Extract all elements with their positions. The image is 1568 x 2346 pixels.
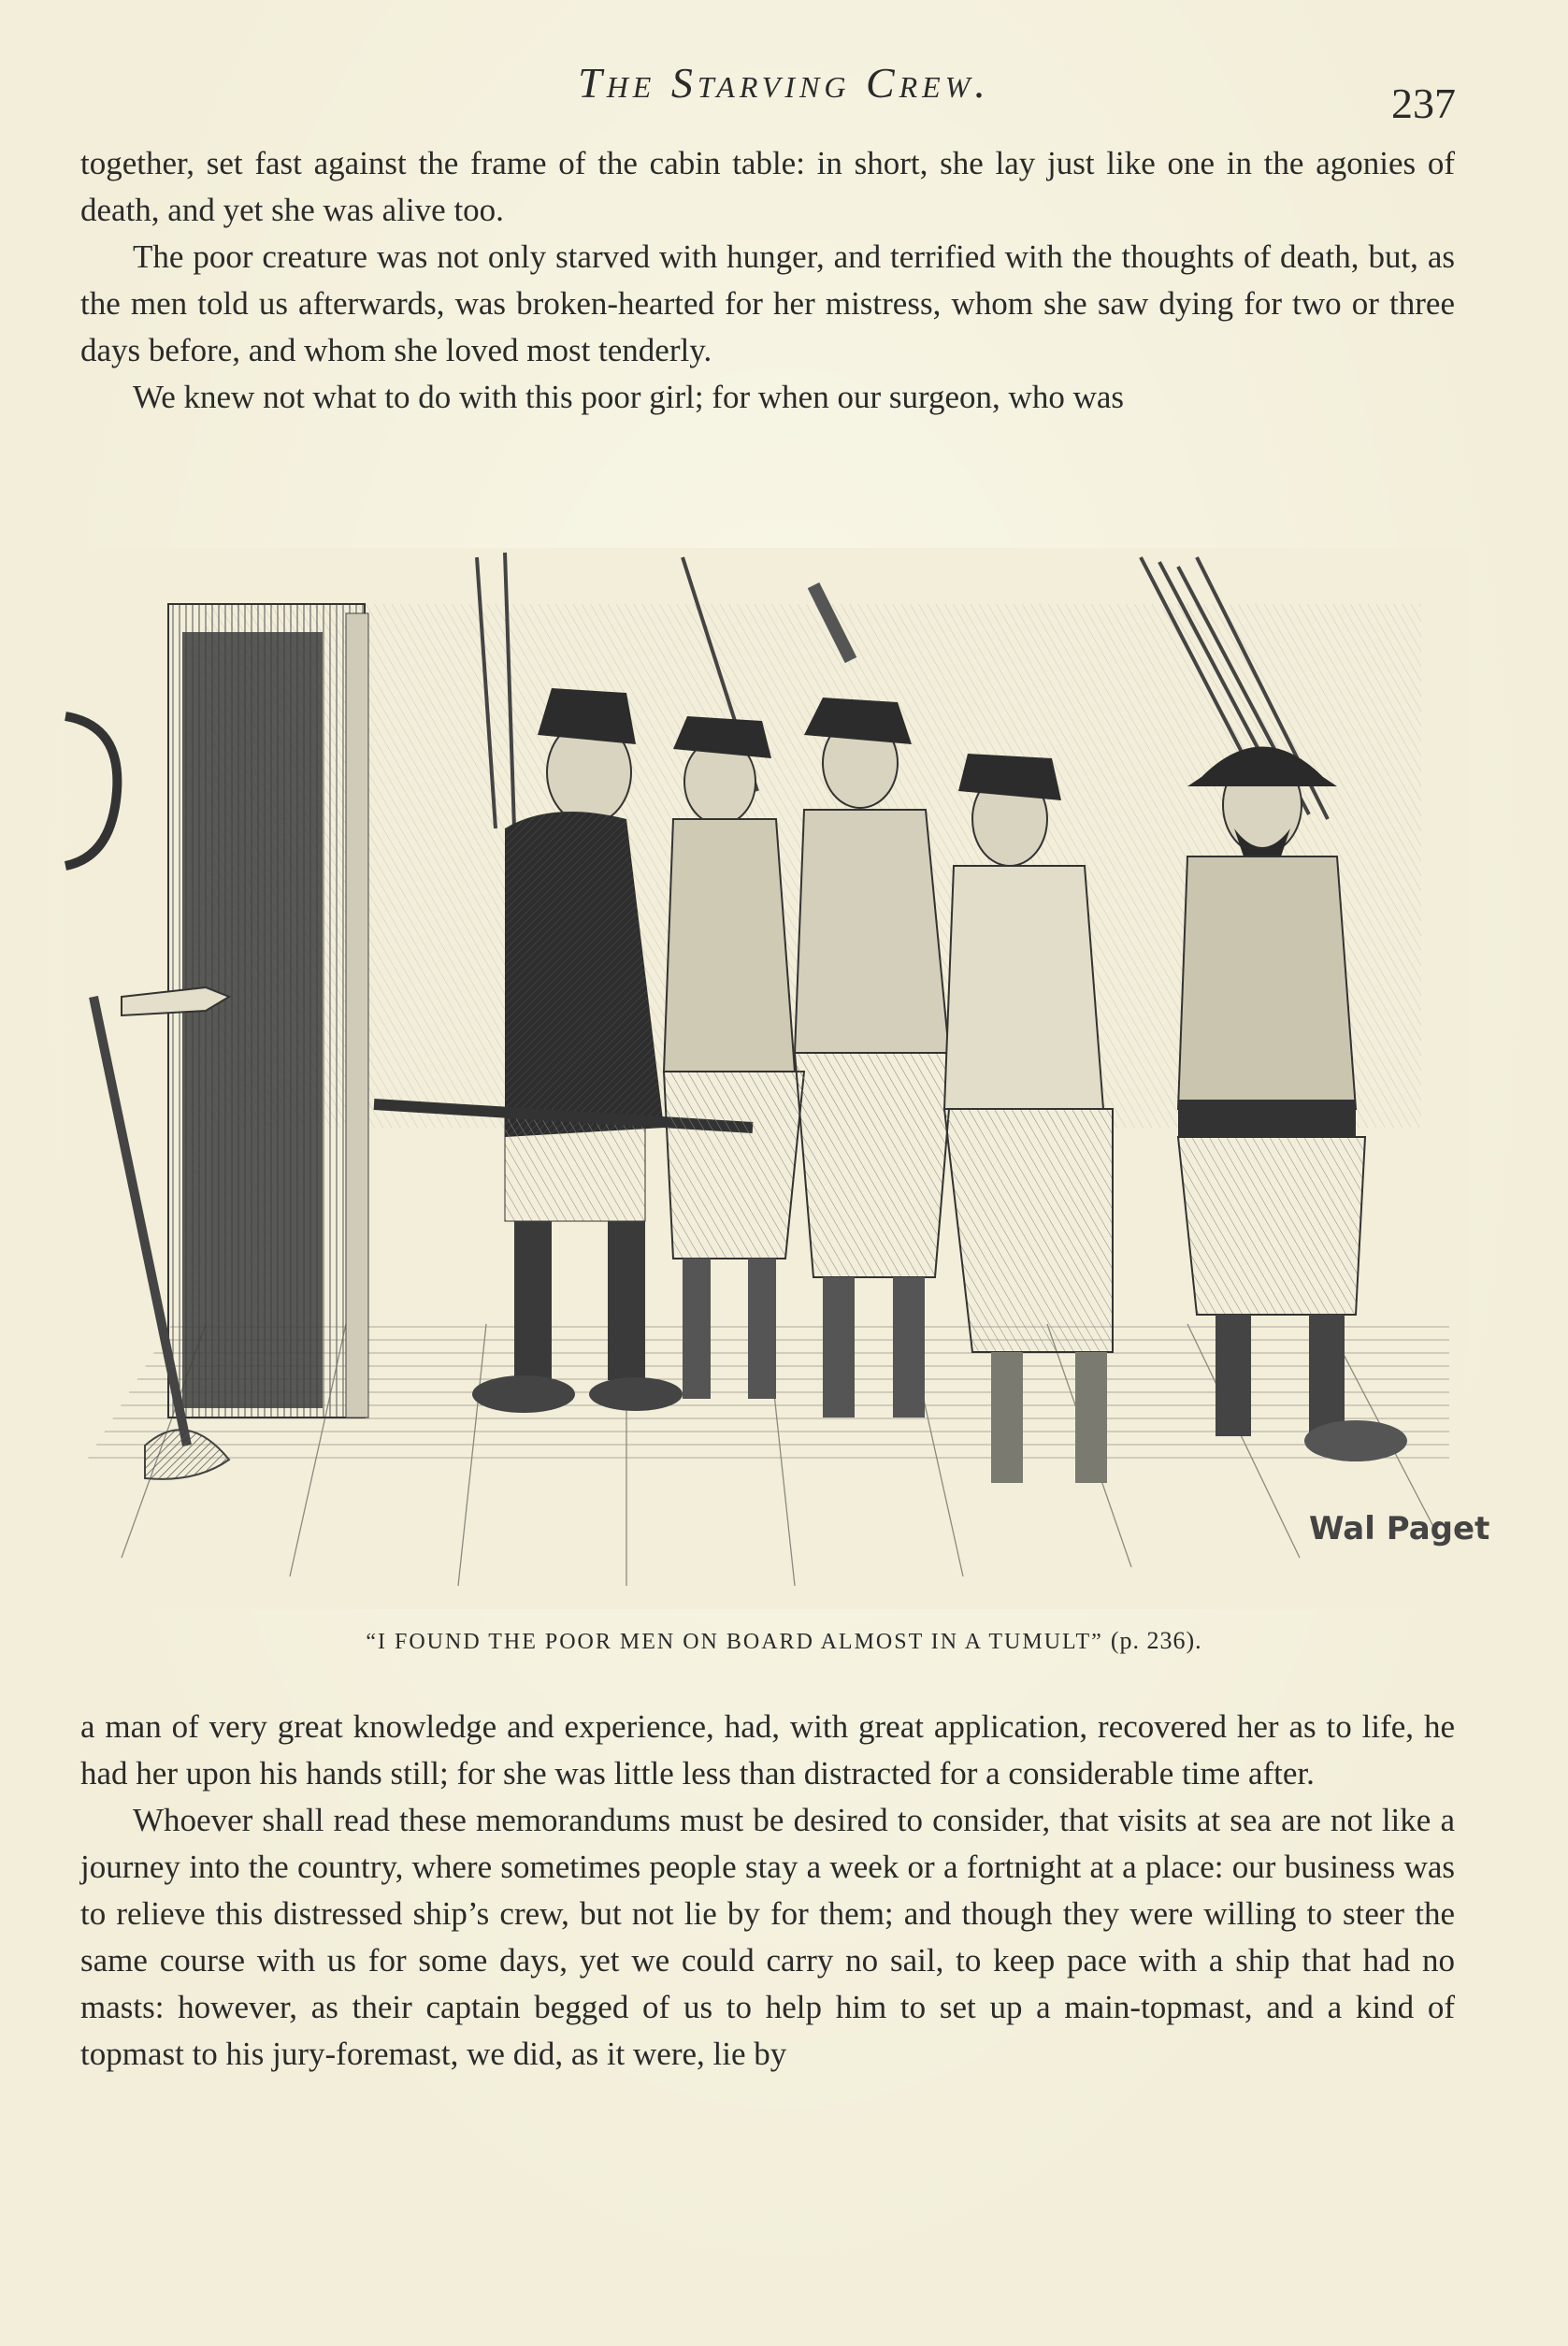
page-header (0, 58, 1568, 127)
paragraph: The poor creature was not only starved with hunger, and terrified with the thoughts of death, but, as the men told us afterwards, was broken-hearted for her mistress, whom she saw dying for two or three days before, and whom she loved most tenderly. (80, 238, 1455, 368)
running-title: The Starving Crew. (578, 59, 990, 107)
page-number: 237 (1391, 79, 1456, 127)
caption-text: “I FOUND THE POOR MEN ON BOARD ALMOST IN A TUMULT” (366, 1630, 1103, 1654)
paragraph: We knew not what to do with this poor girl; for when our surgeon, who was (133, 379, 1124, 415)
text-block-top (80, 140, 1455, 421)
engraving-svg (65, 548, 1490, 1609)
figure-caption (0, 1627, 1568, 1655)
caption-page-ref: (p. 236). (1110, 1627, 1202, 1654)
engraving-illustration (65, 548, 1490, 1609)
paragraph: together, set fast against the frame of the cabin table: in short, she lay just like one in the agonies of death, and yet she was alive too. (80, 145, 1455, 228)
artist-signature: Wal Paget (1309, 1510, 1490, 1547)
paragraph: Whoever shall read these memorandums must be desired to consider, that visits at sea are not like a journey into the country, where sometimes people stay a week or a fortnight at a place: our business was to relieve this distressed ship’s crew, but not lie by for them; and though they were willing to steer the same course with us for some days, yet we could carry no sail, to keep pace with a ship that had no masts: however, as their captain begged of us to help him to set up a main-topmast, and a kind of topmast to his jury-foremast, we did, as it were, lie by (80, 1802, 1455, 2072)
text-block-bottom (80, 1704, 1455, 2078)
paragraph: a man of very great knowledge and experience, had, with great application, recovered her as to life, he had her upon his hands still; for she was little less than distracted for a considerable time after. (80, 1708, 1455, 1792)
